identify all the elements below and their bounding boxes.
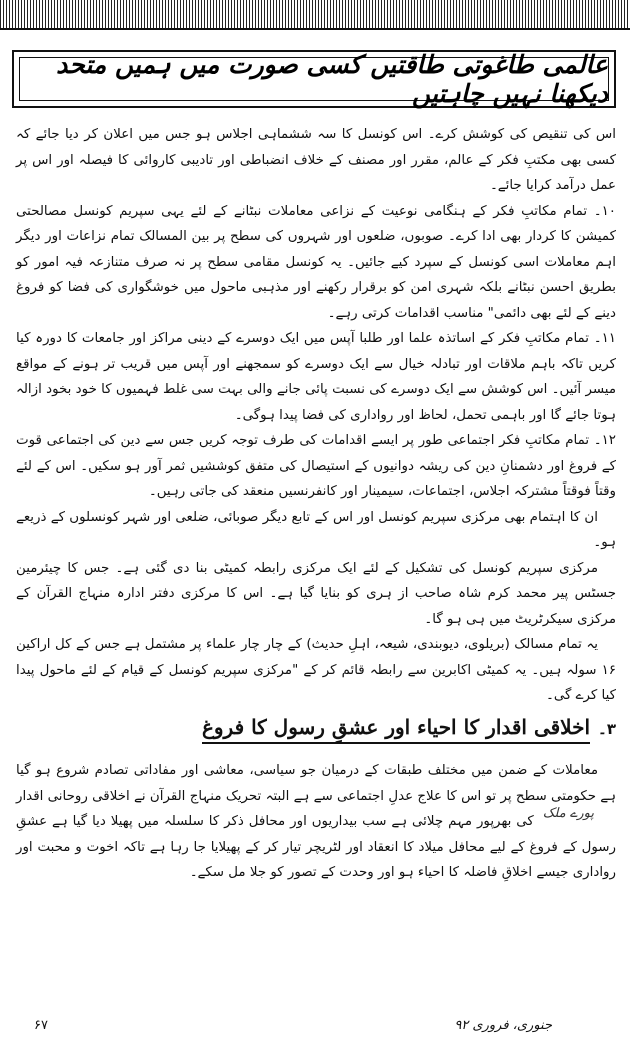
title-frame (12, 50, 616, 108)
paragraph-point-12: ۱۲۔ تمام مکاتبِ فکر اجتماعی طور پر ایسے اقدامات کی طرف توجہ کریں جس سے دین کی اجتماعی قوت کے فروغ اور دشمنانِ دین کی ریشہ دوانیوں کے استیصال کی متفق کوششیں ثمر آور ہو سکیں۔ اس کے لئے وقتاً فوقتاً مشترکہ اجلاس، اجتماعات، سیمینار اور کانفرنسیں منعقد کی جاتی رہیں۔ (16, 433, 616, 499)
top-hatch-border (0, 0, 630, 28)
section-heading (16, 715, 616, 745)
title-inner-frame (19, 50, 609, 108)
section-paragraph (16, 758, 616, 886)
page-footer (0, 1018, 630, 1040)
paragraph-point-10: ۱۰۔ تمام مکاتبِ فکر کے ہنگامی نوعیت کے نزاعی معاملات نبٹانے کے لئے یہی سپریم کونسل مصالحتی کمیشن کا کردار بھی ادا کرے۔ صوبوں، ضلعوں اور شہروں کی سطح پر بین المسالک تمام نزاعات اور دیگر اہم معاملات اسی کونسل کے سپرد کیے جائیں۔ یہ کونسل مقامی سطح پر نہ صرف متنازعہ فیہ امور کو بطریق احسن نبٹانے بلکہ شہری امن کو برقرار رکھنے اور مذہبی ماحول میں خوشگواری کی فضا کو فروغ دینے کے لئے بھی دائمی" مناسب اقدامات کرتی رہے۔ (16, 203, 616, 321)
paragraph-intro: اس کی تنقیص کی کوشش کرے۔ اس کونسل کا سہ ششماہی اجلاس ہو جس میں اعلان کر دیا جائے کہ کسی بھی مکتبِ فکر کے عالم، مقرر اور مصنف کے خلاف انضباطی اور تادیبی کاروائی کا فیصلہ اور اس پر عمل درآمد کرایا جائے۔ (16, 127, 616, 193)
paragraph-arrangement: ان کا اہتمام بھی مرکزی سپریم کونسل اور اس کے تابع دیگر صوبائی، ضلعی اور شہر کونسلوں کے ذریعے ہو۔ (16, 509, 616, 550)
section-paragraph-part-2: کی بھرپور مہم چلائی ہے سب بیداریوں اور محافل ذکر کا سلسلہ میں پھیلا دیا گیا ہے عشقِ رسول کے فروغ کے لیے محافل میلاد کا انعقاد اور لٹریچر تیار کر کے پھیلایا جا رہا ہے تاکہ اخوت و محبت اور رواداری جیسے اخلاقِ فاضلہ کا احیاء ہو اور وحدت کے تصور کو جلا مل سکے۔ (16, 814, 616, 880)
issue-date: جنوری، فروری ۹۲ (454, 1018, 552, 1033)
paragraph-members: یہ تمام مسالک (بریلوی، دیوبندی، شیعہ، اہلِ حدیث) کے چار چار علماء پر مشتمل ہے جس کے کل اراکین ۱۶ سولہ ہیں۔ یہ کمیٹی اکابرین سے رابطہ قائم کر کے "مرکزی سپریم کونسل کے قیام کے لئے ماحول پیدا کیا کرے گی۔ (16, 637, 616, 703)
article-body (16, 122, 616, 886)
page-number: ۶۷ (34, 1018, 48, 1033)
paragraph-point-11: ۱۱۔ تمام مکاتبِ فکر کے اساتذہ علما اور طلبا آپس میں ایک دوسرے کے دینی مراکز اور جامعات کا دورہ کیا کریں تاکہ باہم ملاقات اور تبادلہ خیال سے ایک دوسرے کو سمجھنے اور آپس میں قریب تر ہونے کے مواقع میسر آئیں۔ اس کوشش سے ایک دوسرے کی نسبت پائی جانے والی بہت سی غلط فہمیوں کا خود بخود ازالہ ہوتا جائے گا اور باہمی تحمل، لحاظ اور رواداری کی فضا پیدا ہوگی۔ (16, 331, 616, 423)
section-title: اخلاقی اقدار کا احیاء اور عشقِ رسول کا فروغ (202, 715, 590, 745)
section-number: ۳۔ (598, 719, 616, 738)
page-title: عالمی طاغوتی طاقتیں کسی صورت میں ہمیں متحد دیکھنا نہیں چاہتیں (56, 50, 608, 108)
section-paragraph-part-1: معاملات کے ضمن میں مختلف طبقات کے درمیان جو سیاسی، معاشی اور مفاداتی تصادم شروع ہو گیا ہے حکومتی سطح پر تو اس کا علاج عدلِ اجتماعی سے ہے البتہ تحریک منہاج القرآن نے اخلاقی روحانی اقدار (16, 763, 616, 804)
paragraph-committee: مرکزی سپریم کونسل کی تشکیل کے لئے ایک مرکزی رابطہ کمیٹی بنا دی گئی ہے۔ جس کا چیئرمین جسٹس پیر محمد کرم شاہ صاحب از ہری کو بنایا گیا ہے۔ اس کا مرکزی دفتر ادارہ منہاج القرآن کے مرکزی سیکرٹریٹ میں ہی ہو گا۔ (16, 560, 616, 627)
handwritten-insertion: پورے ملک (542, 806, 595, 821)
top-rule (0, 28, 630, 30)
